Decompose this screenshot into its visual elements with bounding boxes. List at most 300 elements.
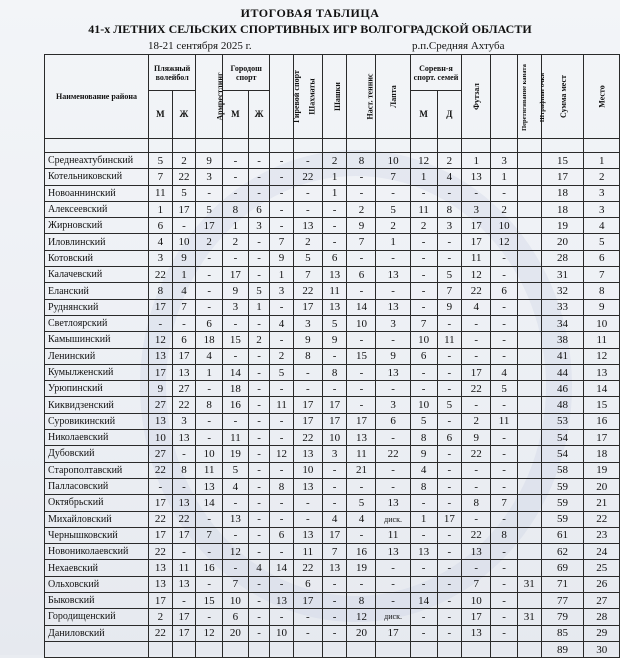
score-cell: 8: [462, 495, 491, 511]
score-cell: 22: [293, 169, 322, 185]
score-cell: 27: [149, 397, 173, 413]
score-cell: -: [462, 185, 491, 201]
score-cell: 8: [347, 153, 376, 169]
score-cell: 79: [541, 609, 584, 625]
score-cell: -: [491, 348, 518, 364]
score-cell: 4: [584, 218, 620, 234]
score-cell: -: [491, 511, 518, 527]
score-cell: -: [270, 332, 294, 348]
score-cell: 26: [584, 576, 620, 592]
score-cell: 21: [584, 495, 620, 511]
score-cell: 12: [584, 348, 620, 364]
score-cell: [517, 299, 541, 315]
score-cell: -: [248, 397, 269, 413]
score-cell: [223, 641, 249, 657]
score-cell: 2: [270, 348, 294, 364]
table-row: [45, 169, 620, 185]
score-cell: 8: [322, 364, 347, 380]
score-cell: 11: [270, 397, 294, 413]
score-cell: 8: [149, 283, 173, 299]
score-cell: 13: [149, 560, 173, 576]
score-cell: -: [376, 593, 410, 609]
score-cell: 17: [223, 267, 249, 283]
score-cell: 54: [541, 446, 584, 462]
score-cell: 10: [376, 153, 410, 169]
score-cell: -: [437, 544, 462, 560]
score-cell: -: [270, 299, 294, 315]
score-cell: 9: [223, 283, 249, 299]
score-cell: 1: [322, 185, 347, 201]
score-cell: 11: [462, 250, 491, 266]
score-cell: 13: [376, 544, 410, 560]
score-cell: 6: [410, 348, 437, 364]
score-cell: 8: [172, 462, 196, 478]
table-row: [45, 413, 620, 429]
score-cell: -: [437, 446, 462, 462]
score-cell: [517, 625, 541, 641]
score-cell: 11: [376, 527, 410, 543]
score-cell: 5: [491, 381, 518, 397]
score-cell: [517, 495, 541, 511]
document-title: ИТОГОВАЯ ТАБЛИЦА: [240, 6, 380, 20]
score-cell: 5: [149, 153, 173, 169]
header-volleyball: Пляжный волейбол: [149, 55, 196, 91]
score-cell: 12: [462, 267, 491, 283]
score-cell: -: [410, 299, 437, 315]
header-fam-m: М: [410, 91, 437, 139]
score-cell: 5: [223, 462, 249, 478]
score-cell: -: [491, 397, 518, 413]
score-cell: 9: [196, 153, 223, 169]
score-cell: 22: [462, 446, 491, 462]
score-cell: диск.: [376, 511, 410, 527]
score-cell: 22: [293, 283, 322, 299]
score-cell: 12: [270, 446, 294, 462]
table-row: [45, 641, 620, 657]
score-cell: 10: [293, 462, 322, 478]
score-cell: -: [248, 478, 269, 494]
score-cell: -: [172, 218, 196, 234]
score-cell: -: [376, 576, 410, 592]
score-cell: -: [437, 576, 462, 592]
score-cell: 13: [293, 527, 322, 543]
score-cell: -: [491, 478, 518, 494]
score-cell: -: [223, 153, 249, 169]
score-cell: 18: [196, 332, 223, 348]
header-sum: Сумма мест: [541, 55, 584, 139]
score-cell: -: [376, 332, 410, 348]
score-cell: 5: [270, 364, 294, 380]
score-cell: 5: [584, 234, 620, 250]
score-cell: [517, 560, 541, 576]
score-cell: 33: [541, 299, 584, 315]
document-subtitle: 41-х ЛЕТНИХ СЕЛЬСКИХ СПОРТИВНЫХ ИГР ВОЛГОГРАДСКОЙ ОБЛАСТИ: [88, 22, 532, 36]
score-cell: 8: [410, 478, 437, 494]
score-cell: -: [172, 446, 196, 462]
score-cell: -: [196, 511, 223, 527]
score-cell: 8: [270, 478, 294, 494]
district-name: Суровикинский: [45, 413, 149, 429]
header-gr-m: М: [223, 91, 249, 139]
table-row: [45, 234, 620, 250]
table-row: [45, 267, 620, 283]
district-name: Котельниковский: [45, 169, 149, 185]
score-cell: 14: [410, 593, 437, 609]
score-cell: 13: [376, 495, 410, 511]
score-cell: 17: [462, 609, 491, 625]
score-cell: 4: [196, 348, 223, 364]
score-cell: -: [462, 348, 491, 364]
table-row-spacer: [45, 139, 620, 153]
score-cell: 3: [584, 185, 620, 201]
score-cell: 18: [541, 185, 584, 201]
score-cell: 22: [462, 527, 491, 543]
score-cell: 2: [293, 234, 322, 250]
district-name: Дубовский: [45, 446, 149, 462]
district-name: Алексеевский: [45, 201, 149, 217]
score-cell: -: [376, 430, 410, 446]
score-cell: 14: [270, 560, 294, 576]
score-cell: -: [347, 527, 376, 543]
score-cell: 2: [172, 153, 196, 169]
score-cell: 11: [491, 413, 518, 429]
header-vb-zh: Ж: [172, 91, 196, 139]
score-cell: 11: [172, 560, 196, 576]
score-cell: 20: [584, 478, 620, 494]
score-cell: 13: [172, 495, 196, 511]
score-cell: 6: [223, 609, 249, 625]
score-cell: -: [437, 234, 462, 250]
score-cell: 1: [270, 267, 294, 283]
score-cell: [517, 397, 541, 413]
score-cell: -: [376, 560, 410, 576]
score-cell: 4: [462, 299, 491, 315]
score-cell: 17: [347, 413, 376, 429]
score-cell: 2: [248, 332, 269, 348]
score-cell: [410, 641, 437, 657]
district-name: Котовский: [45, 250, 149, 266]
score-cell: -: [270, 413, 294, 429]
table-row: [45, 201, 620, 217]
score-cell: -: [196, 283, 223, 299]
score-cell: -: [437, 413, 462, 429]
score-cell: 22: [149, 267, 173, 283]
score-cell: -: [270, 544, 294, 560]
score-cell: 4: [223, 478, 249, 494]
district-name: Урюпинский: [45, 381, 149, 397]
score-cell: -: [491, 332, 518, 348]
header-place: Место: [584, 55, 620, 139]
score-cell: [517, 315, 541, 331]
score-cell: 9: [376, 348, 410, 364]
score-cell: 6: [347, 267, 376, 283]
score-cell: 3: [223, 299, 249, 315]
score-cell: -: [149, 478, 173, 494]
score-cell: 1: [491, 169, 518, 185]
score-cell: -: [437, 625, 462, 641]
district-name: Иловлинский: [45, 234, 149, 250]
score-cell: 11: [293, 544, 322, 560]
score-cell: [517, 185, 541, 201]
table-row: [45, 250, 620, 266]
table-row: [45, 397, 620, 413]
score-cell: 22: [172, 397, 196, 413]
score-cell: 31: [517, 609, 541, 625]
results-table: [44, 54, 620, 658]
score-cell: 9: [437, 299, 462, 315]
score-cell: 13: [322, 267, 347, 283]
score-cell: 1: [410, 511, 437, 527]
score-cell: 31: [541, 267, 584, 283]
score-cell: -: [347, 332, 376, 348]
score-cell: -: [248, 234, 269, 250]
score-cell: -: [248, 364, 269, 380]
district-name: Михайловский: [45, 511, 149, 527]
score-cell: 15: [541, 153, 584, 169]
score-cell: -: [410, 560, 437, 576]
score-cell: 6: [491, 283, 518, 299]
table-row: [45, 625, 620, 641]
district-name: Нехаевский: [45, 560, 149, 576]
score-cell: 10: [410, 332, 437, 348]
score-cell: -: [491, 593, 518, 609]
score-cell: -: [462, 560, 491, 576]
score-cell: -: [149, 315, 173, 331]
score-cell: -: [293, 609, 322, 625]
district-name: Калачевский: [45, 267, 149, 283]
score-cell: 13: [149, 413, 173, 429]
score-cell: 15: [196, 593, 223, 609]
table-row: [45, 576, 620, 592]
score-cell: 3: [437, 218, 462, 234]
score-cell: -: [322, 381, 347, 397]
score-cell: [517, 169, 541, 185]
header-lapta: Лапта: [376, 55, 410, 139]
score-cell: 17: [172, 201, 196, 217]
score-cell: -: [491, 267, 518, 283]
score-cell: -: [410, 609, 437, 625]
table-row: [45, 381, 620, 397]
score-cell: -: [491, 625, 518, 641]
score-cell: 15: [223, 332, 249, 348]
score-cell: -: [322, 609, 347, 625]
score-cell: 8: [347, 593, 376, 609]
score-cell: 11: [223, 430, 249, 446]
score-cell: 13: [172, 364, 196, 380]
score-cell: 9: [462, 430, 491, 446]
score-cell: 22: [376, 446, 410, 462]
score-cell: [149, 641, 173, 657]
score-cell: -: [196, 430, 223, 446]
score-cell: 1: [462, 153, 491, 169]
score-cell: 13: [462, 544, 491, 560]
score-cell: 4: [491, 364, 518, 380]
score-cell: 18: [223, 381, 249, 397]
score-cell: [347, 641, 376, 657]
score-cell: 5: [376, 201, 410, 217]
score-cell: 6: [248, 201, 269, 217]
score-cell: [517, 478, 541, 494]
score-cell: -: [293, 185, 322, 201]
table-row: [45, 609, 620, 625]
score-cell: -: [437, 560, 462, 576]
score-cell: 6: [172, 332, 196, 348]
score-cell: 13: [410, 544, 437, 560]
score-cell: 9: [410, 446, 437, 462]
score-cell: 2: [410, 218, 437, 234]
score-cell: -: [437, 250, 462, 266]
score-cell: -: [248, 527, 269, 543]
score-cell: -: [410, 527, 437, 543]
score-cell: 13: [270, 593, 294, 609]
score-cell: 13: [376, 299, 410, 315]
score-cell: [517, 364, 541, 380]
score-cell: 27: [584, 593, 620, 609]
score-cell: -: [322, 576, 347, 592]
score-cell: -: [293, 625, 322, 641]
score-cell: 9: [149, 381, 173, 397]
score-cell: 10: [149, 430, 173, 446]
district-name: Ленинский: [45, 348, 149, 364]
score-cell: -: [293, 511, 322, 527]
score-cell: 13: [293, 478, 322, 494]
header-penalty: Штрафные очки: [517, 55, 541, 139]
score-cell: 13: [322, 299, 347, 315]
score-cell: -: [437, 478, 462, 494]
score-cell: -: [437, 364, 462, 380]
score-cell: -: [491, 185, 518, 201]
score-cell: -: [248, 544, 269, 560]
score-cell: 17: [322, 527, 347, 543]
score-cell: -: [491, 560, 518, 576]
score-cell: 17: [149, 299, 173, 315]
score-cell: 4: [149, 234, 173, 250]
score-cell: 14: [347, 299, 376, 315]
score-cell: -: [376, 478, 410, 494]
score-cell: -: [410, 364, 437, 380]
score-cell: 17: [376, 625, 410, 641]
score-cell: [517, 381, 541, 397]
score-cell: 7: [347, 234, 376, 250]
score-cell: -: [293, 364, 322, 380]
district-name: Ольховский: [45, 576, 149, 592]
score-cell: 10: [196, 446, 223, 462]
score-cell: -: [248, 593, 269, 609]
score-cell: 16: [347, 544, 376, 560]
score-cell: 3: [270, 283, 294, 299]
header-fam-d: Д: [437, 91, 462, 139]
score-cell: 13: [462, 169, 491, 185]
table-row: [45, 283, 620, 299]
score-cell: 4: [322, 511, 347, 527]
score-cell: -: [462, 511, 491, 527]
score-cell: 5: [347, 495, 376, 511]
score-cell: -: [347, 397, 376, 413]
score-cell: [462, 641, 491, 657]
score-cell: -: [410, 625, 437, 641]
score-cell: 6: [584, 250, 620, 266]
score-cell: 3: [322, 446, 347, 462]
score-cell: 13: [293, 446, 322, 462]
score-cell: 1: [196, 364, 223, 380]
score-cell: -: [248, 625, 269, 641]
score-cell: -: [248, 250, 269, 266]
score-cell: 61: [541, 527, 584, 543]
score-cell: 30: [584, 641, 620, 657]
score-cell: -: [223, 495, 249, 511]
score-cell: [517, 201, 541, 217]
score-cell: 1: [410, 169, 437, 185]
score-cell: 17: [322, 413, 347, 429]
score-cell: 23: [584, 527, 620, 543]
table-row: [45, 185, 620, 201]
score-cell: 17: [293, 593, 322, 609]
district-name: Жирновский: [45, 218, 149, 234]
score-cell: -: [347, 185, 376, 201]
score-cell: 53: [541, 413, 584, 429]
score-cell: 17: [293, 413, 322, 429]
score-cell: 59: [541, 511, 584, 527]
score-cell: [322, 641, 347, 657]
score-cell: 13: [376, 364, 410, 380]
score-cell: -: [248, 576, 269, 592]
score-cell: 4: [437, 169, 462, 185]
score-cell: -: [347, 283, 376, 299]
score-cell: 2: [196, 234, 223, 250]
score-cell: 22: [149, 462, 173, 478]
score-cell: -: [410, 576, 437, 592]
table-row: [45, 446, 620, 462]
score-cell: 1: [172, 267, 196, 283]
score-cell: [517, 348, 541, 364]
score-cell: -: [491, 299, 518, 315]
score-cell: 6: [376, 413, 410, 429]
score-cell: 21: [347, 462, 376, 478]
district-name: Еланский: [45, 283, 149, 299]
score-cell: 3: [376, 315, 410, 331]
score-cell: -: [270, 576, 294, 592]
score-cell: [248, 641, 269, 657]
score-cell: -: [491, 315, 518, 331]
score-cell: [517, 593, 541, 609]
score-cell: 58: [541, 462, 584, 478]
score-cell: 5: [172, 185, 196, 201]
score-cell: 3: [248, 218, 269, 234]
score-cell: 9: [293, 332, 322, 348]
score-cell: -: [196, 250, 223, 266]
district-name: Руднянский: [45, 299, 149, 315]
score-cell: -: [376, 283, 410, 299]
score-cell: 22: [172, 511, 196, 527]
header-gr-zh: Ж: [248, 91, 269, 139]
event-location: р.п.Средняя Ахтуба: [412, 40, 505, 52]
district-name: Старополтавский: [45, 462, 149, 478]
score-cell: -: [322, 625, 347, 641]
score-cell: -: [270, 462, 294, 478]
score-cell: 7: [322, 544, 347, 560]
score-cell: -: [270, 381, 294, 397]
district-name: Николаевский: [45, 430, 149, 446]
score-cell: -: [196, 576, 223, 592]
score-cell: -: [196, 381, 223, 397]
score-cell: 10: [172, 234, 196, 250]
score-cell: 16: [584, 413, 620, 429]
score-cell: -: [223, 315, 249, 331]
score-cell: 5: [196, 201, 223, 217]
score-cell: -: [248, 446, 269, 462]
district-name: Городищенский: [45, 609, 149, 625]
score-cell: 2: [462, 413, 491, 429]
